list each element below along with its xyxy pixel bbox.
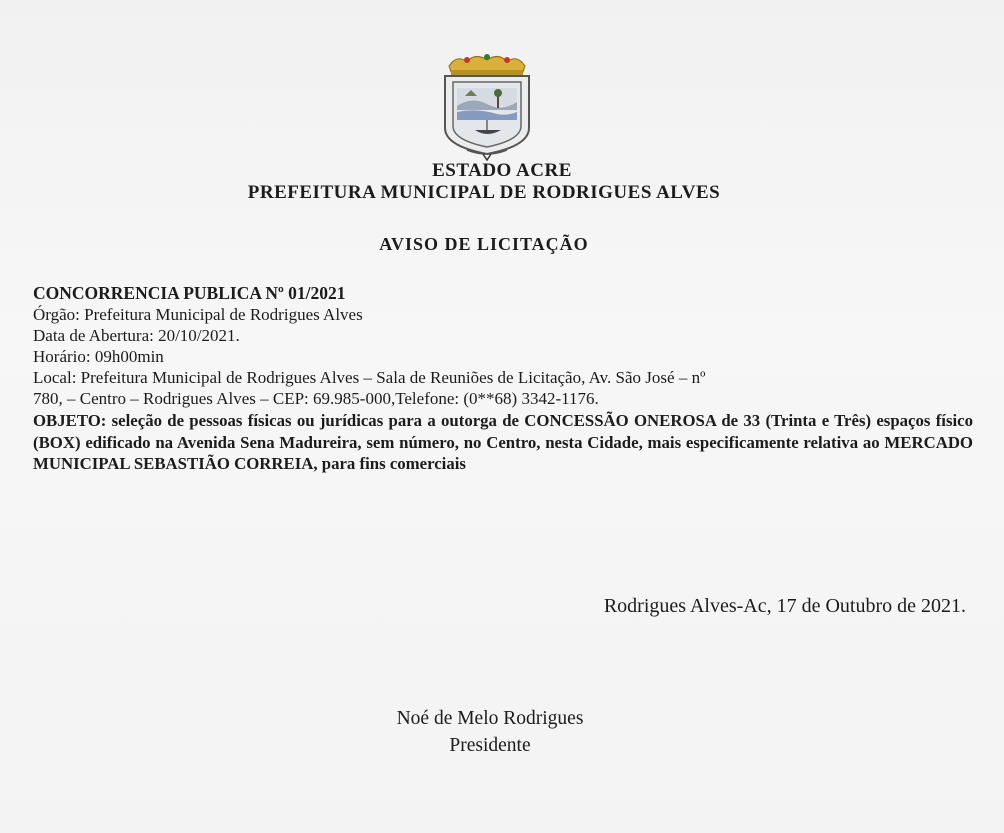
signer-name: Noé de Melo Rodrigues — [396, 708, 584, 729]
time-line: Horário: 09h00min — [33, 347, 164, 366]
organ-line: Órgão: Prefeitura Municipal de Rodrigues Alves — [33, 305, 363, 324]
coat-of-arms-icon — [437, 50, 537, 162]
notice-body — [33, 283, 973, 475]
signer-role: Presidente — [449, 735, 531, 756]
bid-title: CONCORRENCIA PUBLICA Nº 01/2021 — [33, 283, 346, 303]
location-line-1: Local: Prefeitura Municipal de Rodrigues Alves – Sala de Reuniões de Licitação, Av. São José – nº — [33, 368, 706, 387]
object-paragraph — [33, 410, 973, 475]
prefecture-heading: PREFEITURA MUNICIPAL DE RODRIGUES ALVES — [247, 182, 721, 203]
opening-date-line: Data de Abertura: 20/10/2021. — [33, 326, 240, 345]
object-label: OBJETO: — [33, 411, 107, 430]
notice-title: AVISO DE LICITAÇÃO — [379, 234, 589, 254]
city-date: Rodrigues Alves-Ac, 17 de Outubro de 2021. — [603, 595, 966, 617]
object-text: seleção de pessoas físicas ou jurídicas para a outorga de CONCESSÃO ONEROSA de 33 (Trinta e Três) espaços físico (BOX) edificado na Avenida Sena Madureira, sem número, no Centro, nesta Cidade, mais especificamente relativa ao MERCADO MUNICIPAL SEBASTIÃO CORREIA, para fins comerciais — [33, 411, 973, 473]
state-heading: ESTADO ACRE — [432, 160, 572, 181]
location-line-2: 780, – Centro – Rodrigues Alves – CEP: 69.985-000,Telefone: (0**68) 3342-1176. — [33, 389, 599, 408]
